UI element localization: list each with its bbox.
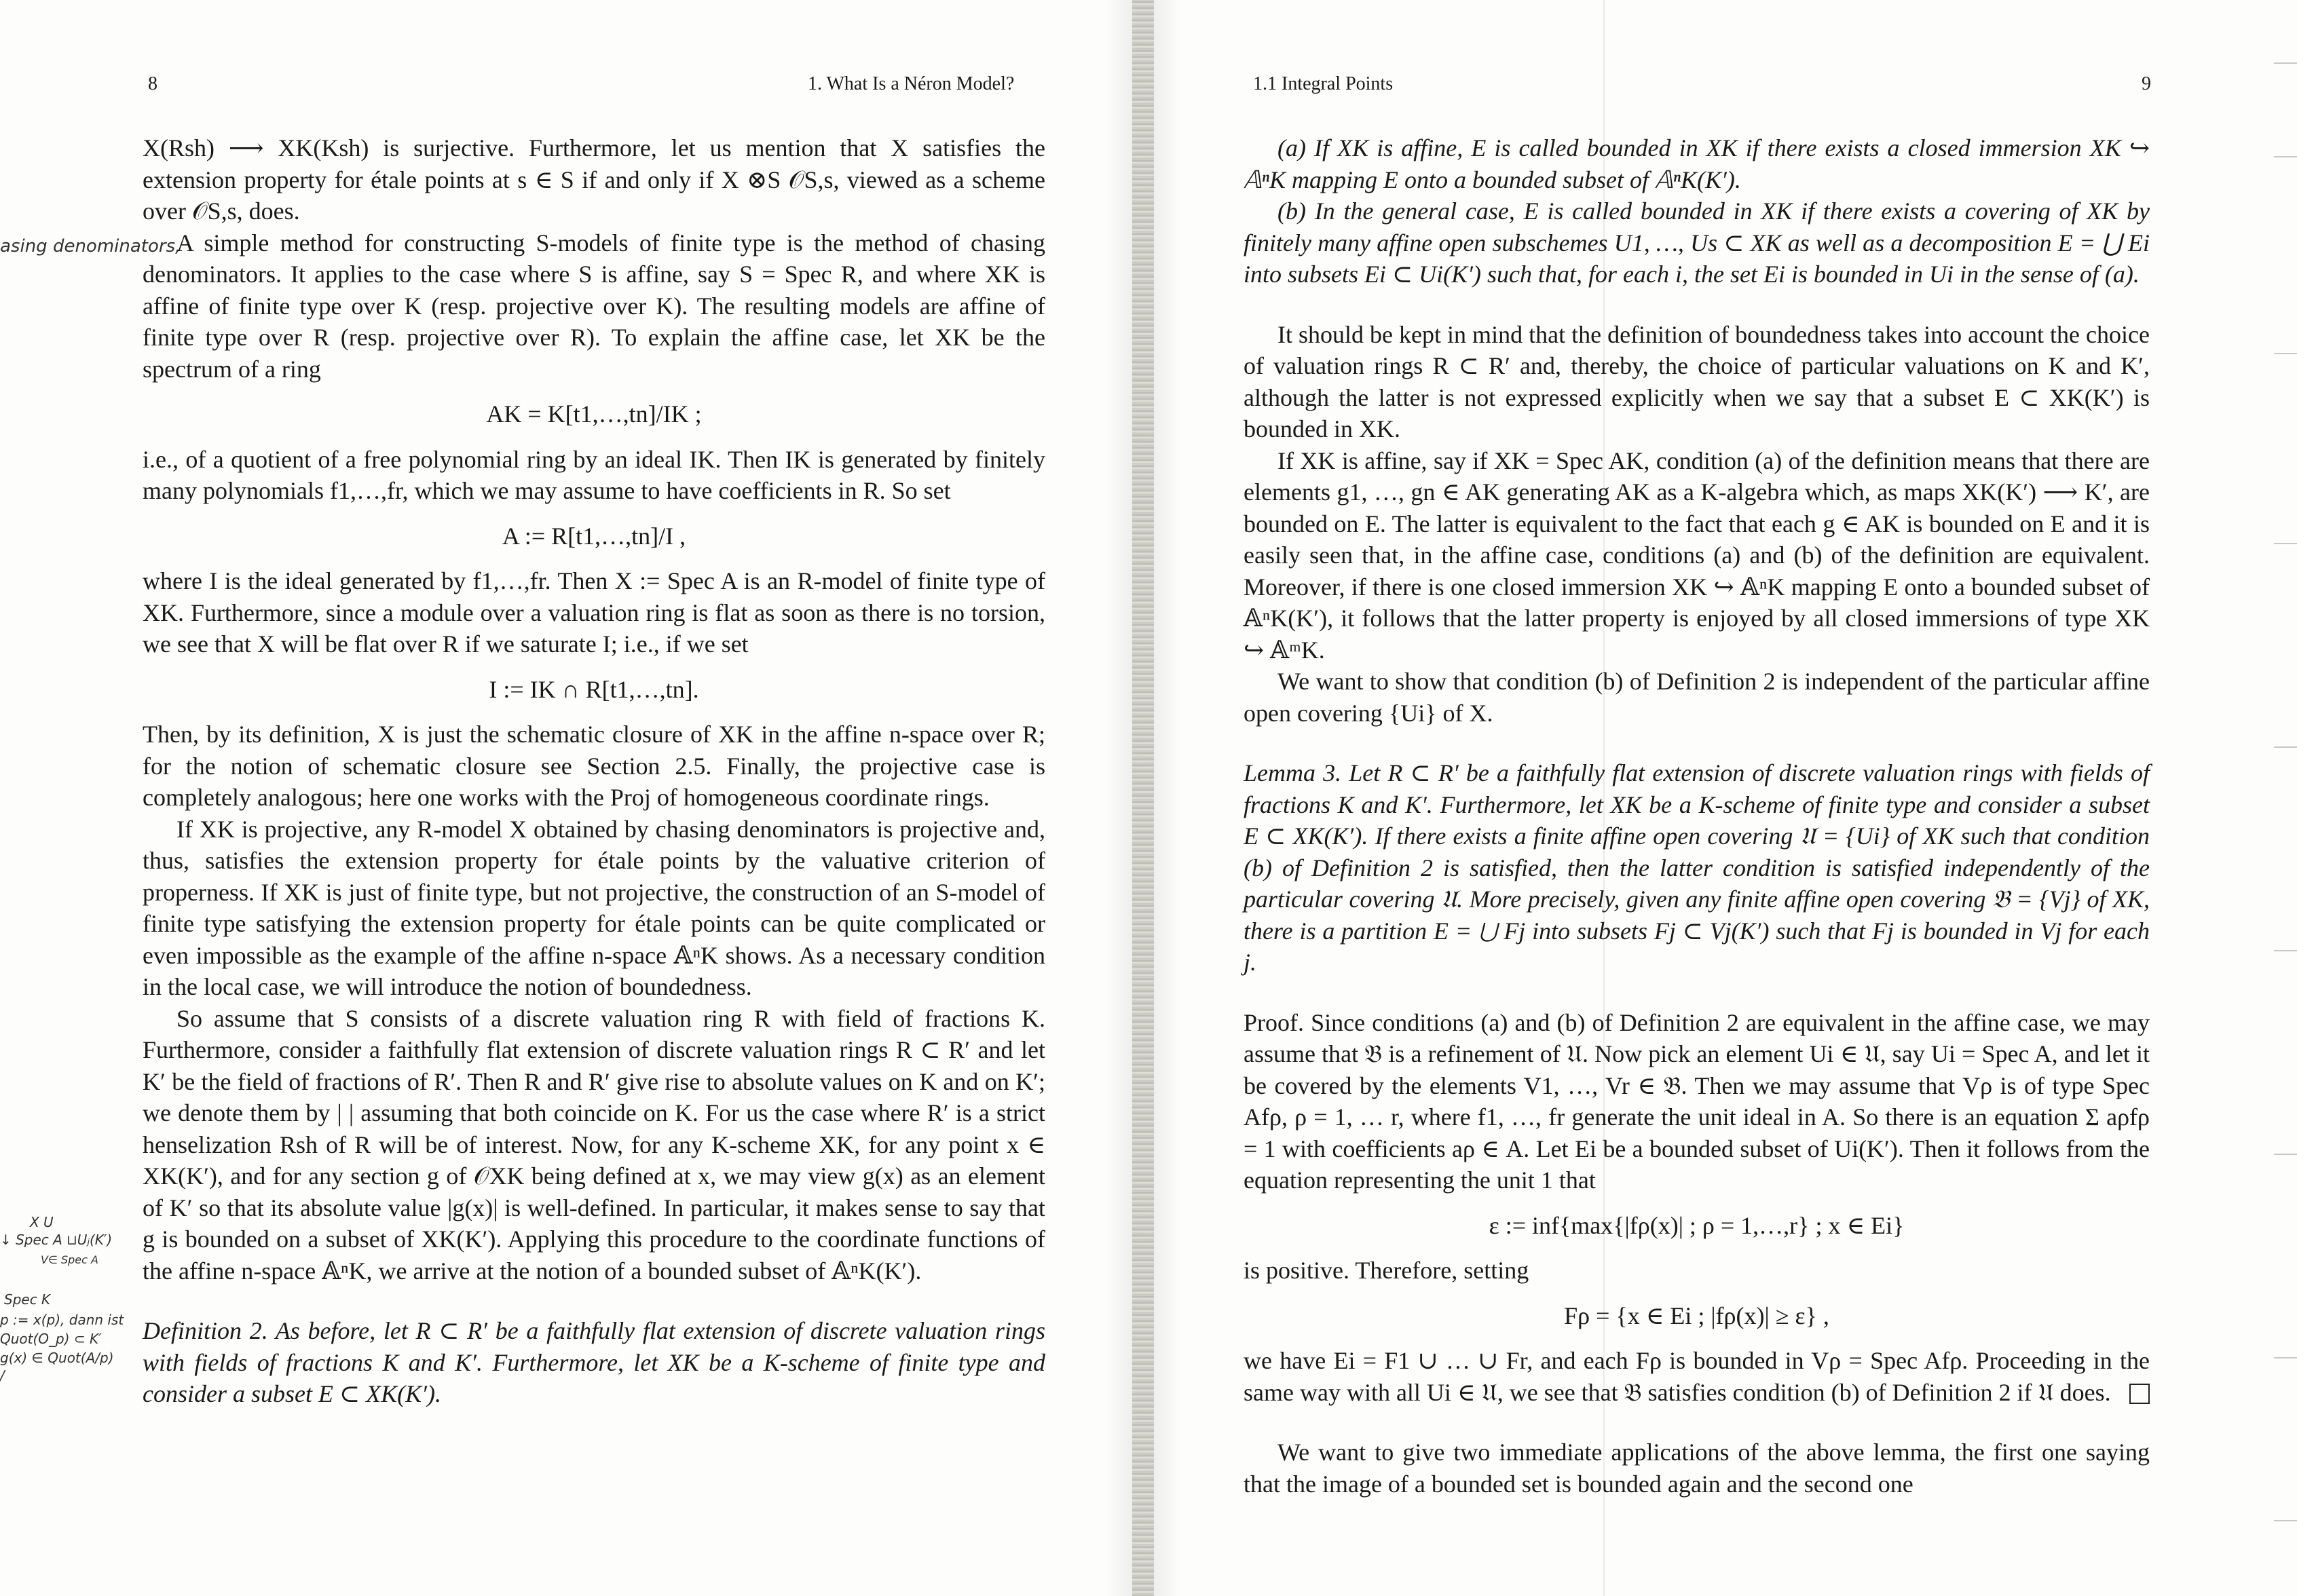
edge-mark: [2274, 1357, 2297, 1358]
handwritten-margin-note: Quot(O_p) ⊂ K′: [0, 1331, 102, 1347]
paragraph: [1244, 1345, 2150, 1408]
display-equation: AK = K[t1,…,tn]/IK ;: [486, 400, 702, 428]
handwritten-margin-note: X U: [30, 1214, 54, 1230]
paragraph: is positive. Therefore, setting: [1244, 1257, 1529, 1284]
book-spine: [1132, 0, 1154, 1596]
paragraph: We want to show that condition (b) of Definition 2 is independent of the particular affine open covering {Ui} of X.: [1244, 668, 2150, 727]
running-head-right: 1.1 Integral Points: [1253, 73, 1394, 94]
handwritten-margin-note: Spec K: [4, 1291, 51, 1308]
paragraph: i.e., of a quotient of a free polynomial ring by an ideal IK. Then IK is generated by finitely many polynomials f1,…,fr, which we may assume to have coefficients in R. So set: [143, 445, 1045, 504]
paragraph: If XK is affine, say if XK = Spec AK, condition (a) of the definition means that there are elements g1, …, gn ∈ AK generating AK as a K-algebra which, as maps XK(K′) ⟶ K′, are bounded on E. The latter is equivalent to the fact that each g ∈ AK is bounded on E and it is easily seen that, in the affine case, conditions (a) and (b) of the definition are equivalent. Moreover, if there is one closed immersion XK ↪ 𝔸ⁿK mapping E onto a bounded subset of 𝔸ⁿK(K′), it follows that the latter property is enjoyed by all closed immersions of type XK ↪ 𝔸ᵐK.: [1244, 446, 2150, 664]
page-number-left: 8: [148, 73, 157, 94]
edge-mark: [2274, 746, 2297, 748]
paragraph: A simple method for constructing S-models of finite type is the method of chasing denominators. It applies to the case where S is affine, say S = Spec R, and where XK is affine of finite type over K (resp. projective over K). The resulting models are affine of finite type over R (resp. projective over R). To explain the affine case, let XK be the spectrum of a ring: [143, 229, 1045, 383]
display-equation: A := R[t1,…,tn]/I ,: [502, 522, 686, 550]
handwritten-margin-note: ↓ Spec A ⊔Uⱼ(K′): [0, 1232, 113, 1248]
gutter-shadow-left: [1105, 0, 1132, 1596]
proof: Proof. Since conditions (a) and (b) of Definition 2 are equivalent in the affine case, we may assume that 𝔅 is a refinement of 𝔘. Now pick an element Ui ∈ 𝔘, say Ui = Spec A, and let it be covered by the elements V1, …, Vr ∈ 𝔅. Then we may assume that Vρ is of type Spec Afρ, ρ = 1, … r, where f1, …, fr generate the unit ideal in A. So there is an equation Σ aρfρ = 1 with coefficients aρ ∈ A. Let Ei be a bounded subset of Ui(K′). Then it follows from the equation representing the unit 1 that: [1244, 1008, 2150, 1194]
lemma-3: Lemma 3. Let R ⊂ R′ be a faithfully flat extension of discrete valuation rings with fields of fractions K and K′. Furthermore, let XK be a K-scheme of finite type and consider a subset E ⊂ XK(K′). If there exists a finite affine open covering 𝔘 = {Ui} of XK such that condition (b) of Definition 2 is satisfied, then the latter condition is satisfied independently of the particular covering 𝔘. More precisely, given any finite affine open covering 𝔅 = {Vj} of XK, there is a partition E = ⋃ Fj into subsets Fj ⊂ Vj(K′) such that Fj is bounded in Vj for each j.: [1244, 759, 2150, 976]
handwritten-margin-note: /: [0, 1367, 5, 1384]
paragraph: We want to give two immediate applications of the above lemma, the first one saying that the image of a bounded set is bounded again and the second one: [1244, 1439, 2150, 1498]
handwritten-margin-note: p := x(p), dann ist: [0, 1312, 124, 1328]
left-page-body: [143, 132, 1045, 1410]
right-page-body: [1244, 132, 2150, 1500]
definition-clause-b: (b) In the general case, E is called bounded in XK if there exists a covering of XK by finitely many affine open subschemes U1, …, Us ⊂ XK as well as a decomposition E = ⋃ Ei into subsets Ei ⊂ Ui(K′) such that, for each i, the set Ei is bounded in Ui in the sense of (a).: [1244, 197, 2150, 288]
paragraph: It should be kept in mind that the definition of boundedness takes into account the choice of valuation rings R ⊂ R′ and, thereby, the choice of particular valuations on K and K′, although the latter is not expressed explicitly when we say that a subset E ⊂ XK(K′) is bounded in XK.: [1244, 320, 2150, 442]
paragraph: If XK is projective, any R-model X obtained by chasing denominators is projective and, thus, satisfies the extension property for étale points by the valuative criterion of properness. If XK is just of finite type, but not projective, the construction of an S-model of finite type satisfying the extension property for étale points can be quite complicated or even impossible as the example of the affine n-space 𝔸ⁿK shows. As a necessary condition in the local case, we will introduce the notion of boundedness.: [143, 815, 1045, 1000]
qed-square-icon: [2129, 1384, 2150, 1404]
display-equation: I := IK ∩ R[t1,…,tn].: [489, 675, 699, 703]
definition-clause-a: (a) If XK is affine, E is called bounded in XK if there exists a closed immersion XK ↪ 𝔸ⁿK mapping E onto a bounded subset of 𝔸ⁿK(K′).: [1244, 134, 2150, 193]
edge-mark: [2274, 62, 2297, 64]
gutter-shadow-right: [1154, 0, 1181, 1596]
display-equation: ε := inf{max{|fρ(x)| ; ρ = 1,…,r} ; x ∈ Ei}: [1489, 1211, 1905, 1239]
proof-conclusion: we have Ei = F1 ∪ … ∪ Fr, and each Fρ is bounded in Vρ = Spec Afρ. Proceeding in the same way with all Ui ∈ 𝔘, we see that 𝔅 satisfies condition (b) of Definition 2 if 𝔘 does.: [1244, 1347, 2150, 1406]
edge-mark: [2274, 543, 2297, 544]
edge-mark: [2274, 353, 2297, 354]
page-number-right: 9: [2142, 73, 2151, 94]
handwritten-margin-note: V∈ Spec A: [41, 1253, 98, 1266]
paragraph: Then, by its definition, X is just the schematic closure of XK in the affine n-space over R; for the notion of schematic closure see Section 2.5. Finally, the projective case is completely analogous; here one works with the Proj of homogeneous coordinate rings.: [143, 721, 1045, 811]
display-equation: Fρ = {x ∈ Ei ; |fρ(x)| ≥ ε} ,: [1564, 1302, 1829, 1329]
paragraph: X(Rsh) ⟶ XK(Ksh) is surjective. Furthermore, let us mention that X satisfies the extension property for étale points at s ∈ S if and only if X ⊗S 𝒪S,s, viewed as a scheme over 𝒪S,s, does.: [143, 134, 1045, 225]
edge-mark: [2274, 950, 2297, 951]
handwritten-margin-note: g(x) ∈ Quot(A/p): [0, 1350, 114, 1366]
paragraph: So assume that S consists of a discrete valuation ring R with field of fractions K. Furthermore, consider a faithfully flat extension of discrete valuation rings R ⊂ R′ and let K′ be the field of fractions of R′. Then R and R′ give rise to absolute values on K and on K′; we denote them by | | assuming that both coincide on K. For us the case where R′ is a strict henselization Rsh of R will be of interest. Now, for any K-scheme XK, for any point x ∈ XK(K′), and for any section g of 𝒪XK being defined at x, we may view g(x) as an element of K′ so that its absolute value |g(x)| is well-defined. In particular, it makes sense to say that g is bounded on a subset of XK(K′). Applying this procedure to the coordinate functions of the affine n-space 𝔸ⁿK, we arrive at the notion of a bounded subset of 𝔸ⁿK(K′).: [143, 1004, 1045, 1285]
edge-mark: [2274, 1154, 2297, 1155]
handwritten-margin-note: asing denominators,: [0, 236, 181, 256]
running-head-left: 1. What Is a Néron Model?: [808, 73, 1015, 94]
paragraph: where I is the ideal generated by f1,…,fr. Then X := Spec A is an R-model of finite type of XK. Furthermore, since a module over a valuation ring is flat as soon as there is no torsion, we see that X will be flat over R if we saturate I; i.e., if we set: [143, 567, 1045, 658]
edge-mark: [2274, 156, 2297, 157]
edge-mark: [2274, 1520, 2297, 1521]
definition-2: Definition 2. As before, let R ⊂ R′ be a faithfully flat extension of discrete valuation rings with fields of fractions K and K′. Furthermore, let XK be a K-scheme of finite type and consider a subset E ⊂ XK(K′).: [143, 1317, 1045, 1407]
